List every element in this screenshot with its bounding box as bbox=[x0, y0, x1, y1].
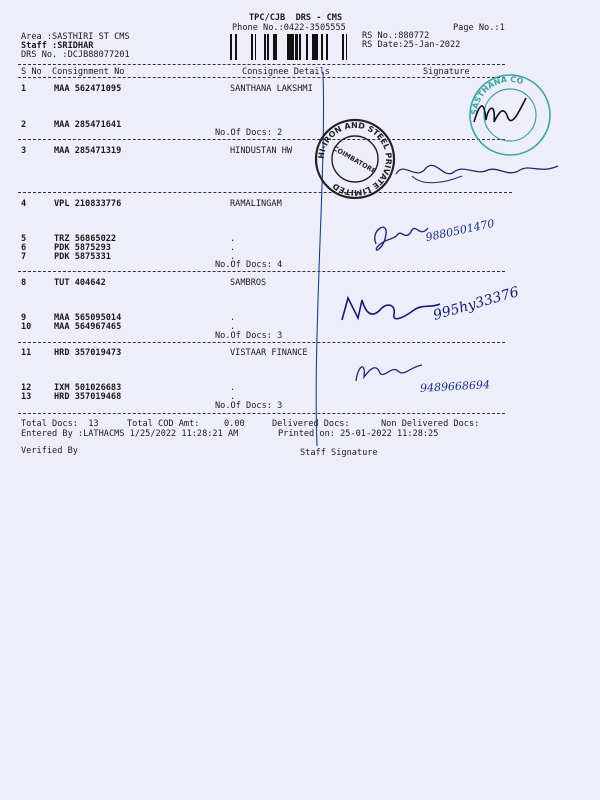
row-consignment: MAA 565095014 bbox=[54, 313, 122, 323]
svg-text:COIMBATORE: COIMBATORE bbox=[331, 144, 378, 176]
row-sno: 13 bbox=[21, 392, 32, 402]
row-sno: 1 bbox=[21, 84, 27, 94]
row-consignee: SANTHANA LAKSHMI bbox=[230, 84, 313, 94]
column-signature: Signature bbox=[423, 67, 470, 77]
row-sno: 9 bbox=[21, 313, 27, 323]
row-consignee: . bbox=[230, 383, 236, 393]
row-consignment: MAA 562471095 bbox=[54, 84, 122, 94]
row-consignment: TUT 404642 bbox=[54, 278, 106, 288]
header-divider bbox=[18, 64, 505, 65]
row-sno: 2 bbox=[21, 120, 27, 130]
row-consignee: . bbox=[230, 322, 236, 332]
row-consignment: MAA 564967465 bbox=[54, 322, 122, 332]
row-sno: 12 bbox=[21, 383, 32, 393]
row-consignment: VPL 210833776 bbox=[54, 199, 122, 209]
rs-date: RS Date:25-Jan-2022 bbox=[362, 40, 461, 50]
staff-label: Staff :SRIDHAR bbox=[21, 41, 94, 51]
report-title: TPC/CJB DRS - CMS bbox=[249, 13, 343, 23]
row-consignee: . bbox=[230, 234, 236, 244]
group-divider bbox=[18, 192, 512, 193]
column-sno: S No bbox=[21, 67, 42, 77]
row-consignee: . bbox=[230, 252, 236, 262]
row-consignment: MAA 285471641 bbox=[54, 120, 122, 130]
company-stamp-icon bbox=[312, 116, 398, 202]
row-sno: 6 bbox=[21, 243, 27, 253]
group-doc-count: No.Of Docs: 3 bbox=[215, 401, 283, 411]
drs-number: DRS No. :DCJB88077201 bbox=[21, 50, 130, 60]
row-consignment: HRD 357019468 bbox=[54, 392, 122, 402]
row-consignee: VISTAAR FINANCE bbox=[230, 348, 308, 358]
entered-by: Entered By :LATHACMS 1/25/2022 11:28:21 AM bbox=[21, 429, 239, 439]
row-sno: 5 bbox=[21, 234, 27, 244]
rs-number: RS No.:880772 bbox=[362, 31, 430, 41]
column-divider bbox=[18, 77, 505, 78]
group-divider bbox=[18, 413, 505, 414]
total-cod-label: Total COD Amt: bbox=[127, 419, 200, 429]
row-sno: 4 bbox=[21, 199, 27, 209]
row-consignee: HINDUSTAN HW bbox=[230, 146, 293, 156]
row-consignment: HRD 357019473 bbox=[54, 348, 122, 358]
row-consignment: MAA 285471319 bbox=[54, 146, 122, 156]
group-divider bbox=[18, 139, 505, 140]
svg-text:HI-IRON AND STEEL PRIVATE LIMI: HI-IRON AND STEEL PRIVATE LIMITED bbox=[316, 120, 394, 198]
row-consignment: TRZ 56865022 bbox=[54, 234, 117, 244]
svg-text:SASTHANA CO: SASTHANA CO bbox=[469, 74, 525, 116]
row-consignment: IXM 501026683 bbox=[54, 383, 122, 393]
group-divider bbox=[18, 342, 505, 343]
printed-on: Printed on: 25-01-2022 11:28:25 bbox=[278, 429, 439, 439]
handwritten-phone-3: 9489668694 bbox=[419, 378, 491, 395]
row-consignee: . bbox=[230, 243, 236, 253]
row-consignee: . bbox=[230, 313, 236, 323]
handwritten-phone-2: 995hy33376 bbox=[431, 284, 521, 324]
delivered-docs: Delivered Docs: bbox=[272, 419, 350, 429]
signature-5 bbox=[350, 355, 430, 389]
row-sno: 11 bbox=[21, 348, 32, 358]
row-sno: 3 bbox=[21, 146, 27, 156]
verified-by-label: Verified By bbox=[21, 446, 78, 456]
row-consignment: PDK 5875331 bbox=[54, 252, 111, 262]
row-sno: 7 bbox=[21, 252, 27, 262]
signature-1 bbox=[470, 92, 530, 137]
row-consignment: PDK 5875293 bbox=[54, 243, 111, 253]
area-label: Area :SASTHIRI ST CMS bbox=[21, 32, 130, 42]
group-divider bbox=[18, 271, 505, 272]
total-cod-value: 0.00 bbox=[224, 419, 245, 429]
group-doc-count: No.Of Docs: 4 bbox=[215, 260, 283, 270]
row-consignee: . bbox=[230, 392, 236, 402]
page-number: Page No.:1 bbox=[453, 23, 505, 33]
total-docs: Total Docs: 13 bbox=[21, 419, 99, 429]
non-delivered-docs: Non Delivered Docs: bbox=[381, 419, 480, 429]
group-doc-count: No.Of Docs: 2 bbox=[215, 128, 283, 138]
staff-signature-label: Staff Signature bbox=[300, 448, 378, 458]
row-sno: 10 bbox=[21, 322, 32, 332]
phone-number: Phone No.:0422-3505555 bbox=[232, 23, 346, 33]
handwritten-phone-1: 9880501470 bbox=[424, 216, 496, 245]
column-consignee: Consignee Details bbox=[242, 67, 330, 77]
signature-2 bbox=[392, 152, 562, 192]
column-consignment: Consignment No bbox=[52, 67, 125, 77]
barcode bbox=[230, 34, 354, 60]
row-consignee: RAMALINGAM bbox=[230, 199, 282, 209]
group-doc-count: No.Of Docs: 3 bbox=[215, 331, 283, 341]
row-consignee: SAMBROS bbox=[230, 278, 267, 288]
row-sno: 8 bbox=[21, 278, 27, 288]
